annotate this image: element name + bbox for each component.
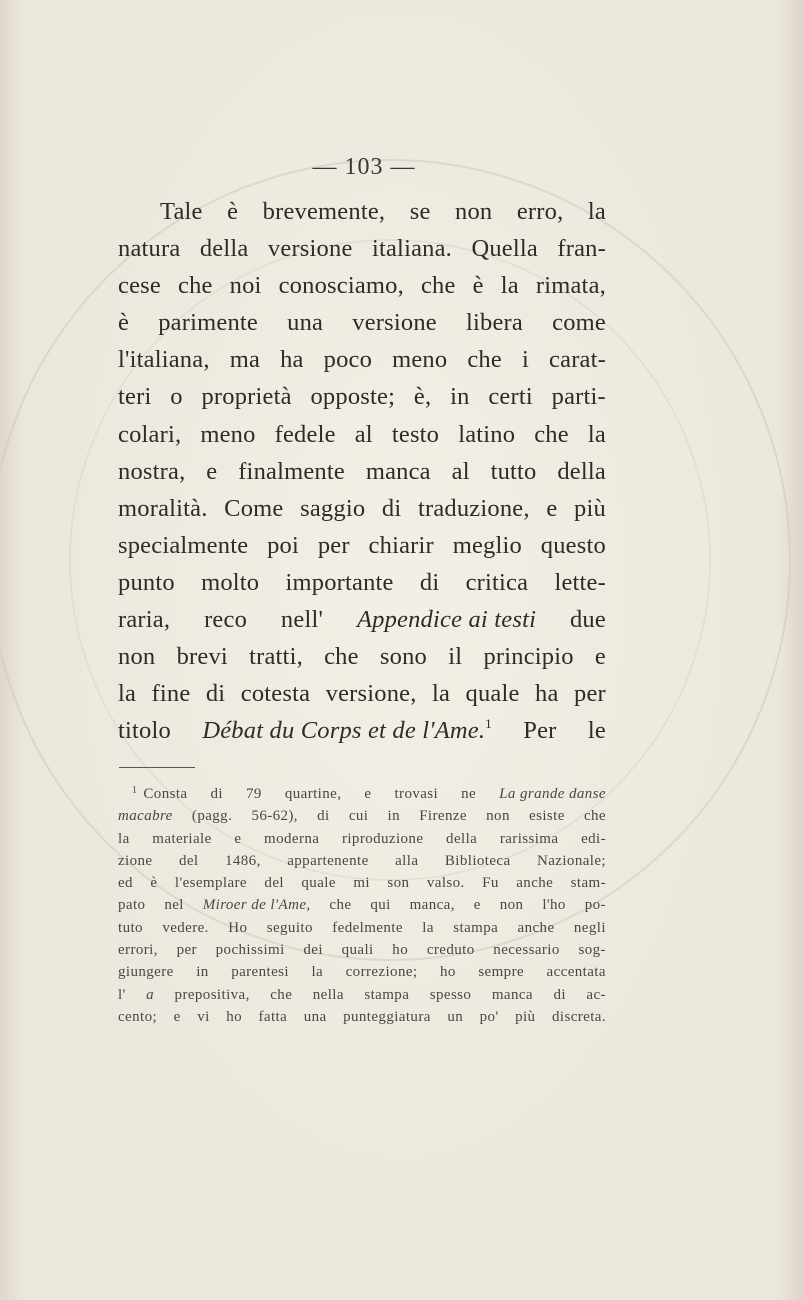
footnote-ref: 1 <box>485 716 492 732</box>
word: che <box>583 808 606 825</box>
word: meglio <box>452 531 522 559</box>
word: ha <box>280 346 304 374</box>
word: rimata, <box>535 272 606 300</box>
word: di <box>205 680 226 708</box>
word: nella <box>312 986 344 1003</box>
word: nell' <box>280 606 324 634</box>
word: che <box>324 643 359 671</box>
word: di <box>419 568 440 596</box>
word: ho <box>392 942 409 959</box>
word: titolo <box>118 717 171 745</box>
word: del <box>264 875 284 892</box>
footnote <box>118 783 606 1028</box>
word: che <box>534 420 569 448</box>
word: la <box>422 919 434 936</box>
word: manca <box>365 457 431 485</box>
word: di <box>317 808 330 825</box>
word: la <box>587 198 606 225</box>
word: natura <box>118 235 181 263</box>
word: son <box>387 875 410 892</box>
word: negli <box>573 919 606 936</box>
word: della <box>557 457 606 485</box>
word: saggio <box>300 494 366 522</box>
word: parti- <box>551 383 606 411</box>
word: punto <box>118 568 175 596</box>
word: due <box>569 606 606 634</box>
word: in <box>450 383 470 411</box>
word: versione <box>352 309 437 337</box>
word: che <box>270 986 293 1003</box>
word: non <box>486 808 510 825</box>
page-number: — 103 — <box>312 154 416 180</box>
word: seguito <box>266 919 313 936</box>
text-line <box>118 453 606 490</box>
text-line <box>118 490 606 527</box>
word: in <box>196 964 209 981</box>
word: la <box>587 420 606 448</box>
text-line <box>118 527 606 564</box>
footnote-line <box>118 828 606 850</box>
word: per <box>574 680 606 708</box>
footnote-line <box>118 872 606 894</box>
word: nel <box>164 897 184 914</box>
text-line <box>118 675 606 712</box>
word: giungere <box>118 964 174 981</box>
word: finalmente <box>238 457 345 485</box>
word: l' <box>118 986 126 1003</box>
word: cese <box>118 272 161 300</box>
word: stampa <box>364 986 410 1003</box>
word: e <box>173 1008 181 1025</box>
word: Quella <box>471 235 538 263</box>
word: traduzione, <box>417 494 530 522</box>
word: dei <box>303 942 323 959</box>
word: cotesta <box>240 680 311 708</box>
word: (pagg. <box>191 808 233 825</box>
text-line <box>118 341 606 378</box>
word: o <box>170 383 183 411</box>
word: accentata <box>546 964 606 981</box>
word: che <box>329 897 352 914</box>
word: noi <box>229 272 262 300</box>
word: importante <box>285 568 394 596</box>
word: questo <box>540 531 606 559</box>
word: principio <box>483 643 574 671</box>
word: manca, <box>409 897 455 914</box>
italic-title: Miroer de l'Ame, <box>202 897 311 914</box>
word: necessario <box>493 942 560 959</box>
word: di <box>553 986 566 1003</box>
word: è <box>227 198 239 225</box>
word: edi- <box>581 830 606 847</box>
word: Firenze <box>419 808 467 825</box>
word: in <box>387 808 400 825</box>
word: materiale <box>152 830 212 847</box>
text-line <box>118 416 606 453</box>
word: conosciamo, <box>278 272 404 300</box>
word: Nazionale; <box>537 852 606 869</box>
footnote-line <box>118 939 606 961</box>
word: Ho <box>228 919 248 936</box>
word: parimente <box>158 309 258 337</box>
word: l'ho <box>542 897 566 914</box>
word: cui <box>348 808 369 825</box>
footnote-line <box>118 1006 606 1028</box>
word: raria, <box>118 606 171 634</box>
word: non <box>499 897 524 914</box>
word: le <box>587 717 606 745</box>
word: non <box>118 643 156 671</box>
word: tratti, <box>249 643 303 671</box>
footnote-line <box>118 805 606 827</box>
word: tuto <box>118 919 143 936</box>
word: brevemente, <box>262 198 386 225</box>
word: valso. <box>426 875 465 892</box>
text-line <box>118 304 606 341</box>
word: della <box>199 235 249 263</box>
italic-title: Appendice ai testi <box>356 606 537 634</box>
word: quali <box>341 942 374 959</box>
word: e <box>594 643 606 671</box>
text-line <box>118 601 606 638</box>
word: fran- <box>557 235 606 263</box>
word: teri <box>118 383 152 411</box>
italic-title: Débat du Corps et de l'Ame. <box>202 717 486 745</box>
word: versione, <box>325 680 417 708</box>
word: rarissima <box>499 830 559 847</box>
word: nostra, <box>118 457 186 485</box>
word: trovasi <box>394 786 439 802</box>
word: po- <box>584 897 606 914</box>
word: meno <box>392 346 448 374</box>
word: 56-62), <box>251 808 298 825</box>
footnote-separator <box>119 767 195 768</box>
word: come <box>552 309 606 337</box>
word: fine <box>151 680 191 708</box>
word: e <box>364 786 372 802</box>
word: poco <box>323 346 373 374</box>
word: critica <box>465 568 529 596</box>
word: tutto <box>490 457 537 485</box>
word: sono <box>379 643 428 671</box>
footnote-line <box>118 894 606 916</box>
footnote-line <box>118 917 606 939</box>
word: opposte; <box>310 383 396 411</box>
word: l'esemplare <box>174 875 247 892</box>
word: di <box>210 786 223 802</box>
word: un <box>447 1008 464 1025</box>
word: fedelmente <box>332 919 403 936</box>
word: 79 <box>246 786 262 802</box>
word: meno <box>200 420 256 448</box>
word: anche <box>517 919 555 936</box>
word: Fu <box>482 875 499 892</box>
word: latino <box>458 420 516 448</box>
word: è <box>150 875 158 892</box>
word: il <box>448 643 463 671</box>
footnote-line <box>118 961 606 983</box>
word: che <box>467 346 502 374</box>
word: discreta. <box>552 1008 606 1025</box>
footnote-line <box>118 850 606 872</box>
word: appartenente <box>287 852 369 869</box>
word: colari, <box>118 420 182 448</box>
text-line <box>118 712 606 749</box>
word: Come <box>224 494 284 522</box>
text-line <box>118 638 606 675</box>
word: ac- <box>586 986 606 1003</box>
word: Consta <box>143 786 188 802</box>
word: non <box>455 198 493 225</box>
word: sog- <box>578 942 606 959</box>
word: più <box>515 1008 536 1025</box>
word: quale <box>465 680 520 708</box>
word: alla <box>395 852 419 869</box>
word: di <box>381 494 402 522</box>
word: i <box>522 346 530 374</box>
word: mi <box>353 875 370 892</box>
word: pato <box>118 897 146 914</box>
word: vedere. <box>162 919 209 936</box>
word: molto <box>201 568 260 596</box>
italic-title: macabre <box>118 808 173 825</box>
word: esiste <box>529 808 565 825</box>
word: italiana. <box>371 235 452 263</box>
word: cento; <box>118 1008 158 1025</box>
text-line <box>118 378 606 415</box>
word: pochissimi <box>215 942 285 959</box>
italic-title: a <box>146 986 155 1003</box>
footnote-line <box>118 984 606 1006</box>
word: e <box>234 830 242 847</box>
word: moralità. <box>118 494 208 522</box>
word: ha <box>535 680 559 708</box>
word: vi <box>197 1008 210 1025</box>
word: se <box>409 198 431 225</box>
word: al <box>354 420 373 448</box>
text-line <box>118 267 606 304</box>
word: versione <box>267 235 353 263</box>
word: ho <box>226 1008 242 1025</box>
footnote-mark: 1 <box>132 785 138 796</box>
word: testo <box>391 420 440 448</box>
word: carat- <box>549 346 606 374</box>
footnote-first-word <box>132 783 187 805</box>
word: e <box>546 494 558 522</box>
word: sempre <box>478 964 525 981</box>
footnote-line <box>118 783 606 805</box>
word: è <box>118 309 130 337</box>
text-line <box>118 564 606 601</box>
word: è <box>472 272 484 300</box>
word: qui <box>370 897 391 914</box>
word: che <box>178 272 213 300</box>
word: e <box>206 457 218 485</box>
word: zione <box>118 852 153 869</box>
word: al <box>451 457 470 485</box>
text-line <box>118 193 606 230</box>
word: specialmente <box>118 531 249 559</box>
word: parentesi <box>231 964 289 981</box>
title-with-footnote-ref <box>202 712 492 749</box>
word: libera <box>466 309 523 337</box>
word: Per <box>523 717 557 745</box>
main-text <box>118 193 606 749</box>
word: della <box>446 830 478 847</box>
word: una <box>287 309 324 337</box>
word: che <box>420 272 456 300</box>
word: moderna <box>264 830 320 847</box>
word: lette- <box>554 568 606 596</box>
word: quale <box>301 875 336 892</box>
word: e <box>473 897 481 914</box>
word: correzione; <box>345 964 418 981</box>
word: l'italiana, <box>118 346 210 374</box>
word: po' <box>479 1008 499 1025</box>
word: per <box>176 942 197 959</box>
word: reco <box>204 606 248 634</box>
word: manca <box>491 986 533 1003</box>
word: proprietà <box>201 383 292 411</box>
word: Tale <box>160 198 203 225</box>
word: stam- <box>570 875 606 892</box>
word: del <box>178 852 199 869</box>
text-line <box>118 230 606 267</box>
word: per <box>317 531 350 559</box>
word: anche <box>516 875 554 892</box>
word: fedele <box>274 420 336 448</box>
word: quartine, <box>284 786 342 802</box>
word: erro, <box>516 198 564 225</box>
word: ho <box>439 964 456 981</box>
word: punteggiatura <box>343 1008 431 1025</box>
word: più <box>574 494 606 522</box>
word: Biblioteca <box>444 852 511 869</box>
italic-title: La grande danse <box>499 786 606 802</box>
word: la <box>500 272 519 300</box>
word: ed <box>118 875 133 892</box>
word: una <box>303 1008 327 1025</box>
word: ne <box>461 786 477 802</box>
word: la <box>118 680 137 708</box>
word: spesso <box>429 986 472 1003</box>
word: riproduzione <box>341 830 424 847</box>
word: la <box>311 964 324 981</box>
word: 1486, <box>224 852 261 869</box>
word: creduto <box>426 942 475 959</box>
word: chiarir <box>368 531 434 559</box>
word: brevi <box>176 643 228 671</box>
word: poi <box>267 531 300 559</box>
word: errori, <box>118 942 158 959</box>
word: prepositiva, <box>174 986 250 1003</box>
word: ma <box>229 346 261 374</box>
word: la <box>118 830 130 847</box>
word: stampa <box>453 919 499 936</box>
word: fatta <box>258 1008 288 1025</box>
word: è, <box>413 383 432 411</box>
word: la <box>432 680 451 708</box>
word: certi <box>488 383 533 411</box>
